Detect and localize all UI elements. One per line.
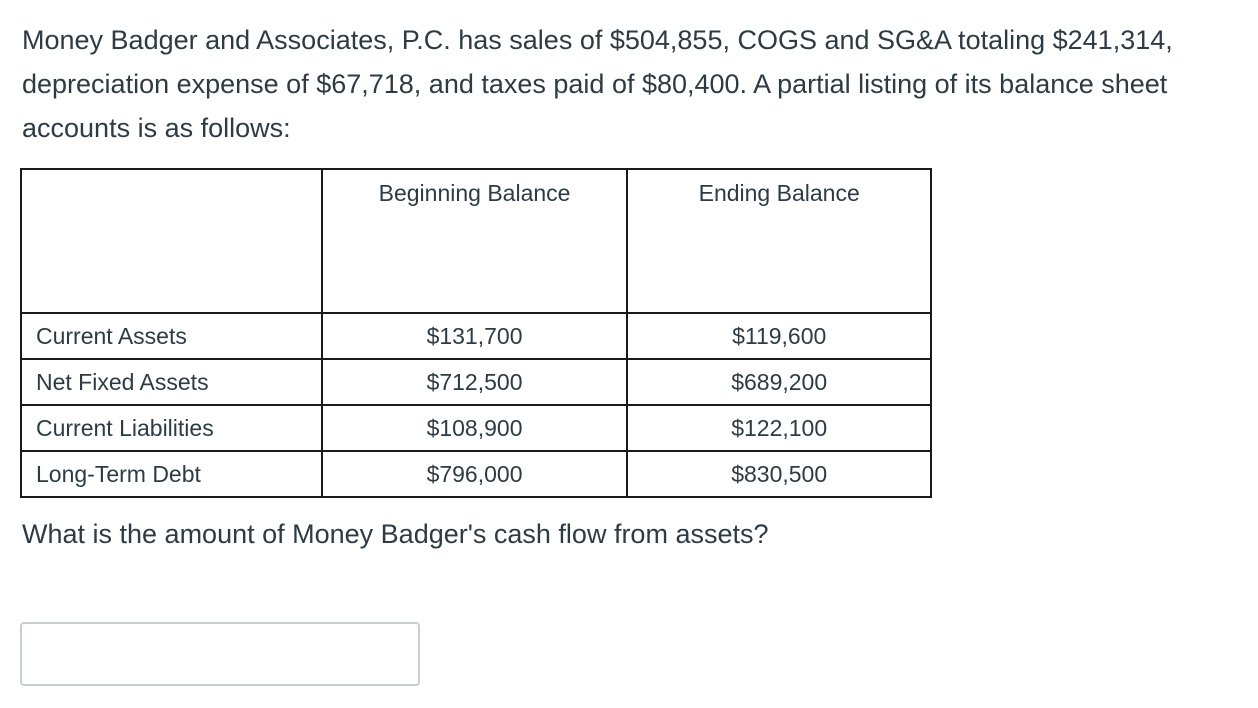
- header-ending-balance: Ending Balance: [627, 169, 931, 313]
- header-beginning-balance: Beginning Balance: [322, 169, 628, 313]
- cell-beginning-current-assets: $131,700: [322, 313, 628, 359]
- row-label-current-assets: Current Assets: [21, 313, 322, 359]
- question-text: Money Badger and Associates, P.C. has sales of $504,855, COGS and SG&A totaling $241,314, depreciation expense of $67,718, and taxes paid of $80,400. A partial listing of its balance sheet accounts is as follows:: [22, 25, 1173, 143]
- header-account: [21, 169, 322, 313]
- balance-sheet-table: [20, 168, 932, 498]
- answer-input[interactable]: [20, 622, 420, 686]
- cell-beginning-long-term-debt: $796,000: [322, 451, 628, 497]
- cell-ending-long-term-debt: $830,500: [627, 451, 931, 497]
- table-header-row: [21, 169, 931, 313]
- row-label-current-liabilities: Current Liabilities: [21, 405, 322, 451]
- table-row: [21, 451, 931, 497]
- question-prompt: What is the amount of Money Badger's cash flow from assets?: [22, 519, 769, 549]
- cell-ending-current-assets: $119,600: [627, 313, 931, 359]
- table-row: [21, 405, 931, 451]
- row-label-long-term-debt: Long-Term Debt: [21, 451, 322, 497]
- row-label-net-fixed-assets: Net Fixed Assets: [21, 359, 322, 405]
- cell-ending-current-liabilities: $122,100: [627, 405, 931, 451]
- table-row: [21, 359, 931, 405]
- table-row: [21, 313, 931, 359]
- cell-beginning-current-liabilities: $108,900: [322, 405, 628, 451]
- cell-beginning-net-fixed-assets: $712,500: [322, 359, 628, 405]
- cell-ending-net-fixed-assets: $689,200: [627, 359, 931, 405]
